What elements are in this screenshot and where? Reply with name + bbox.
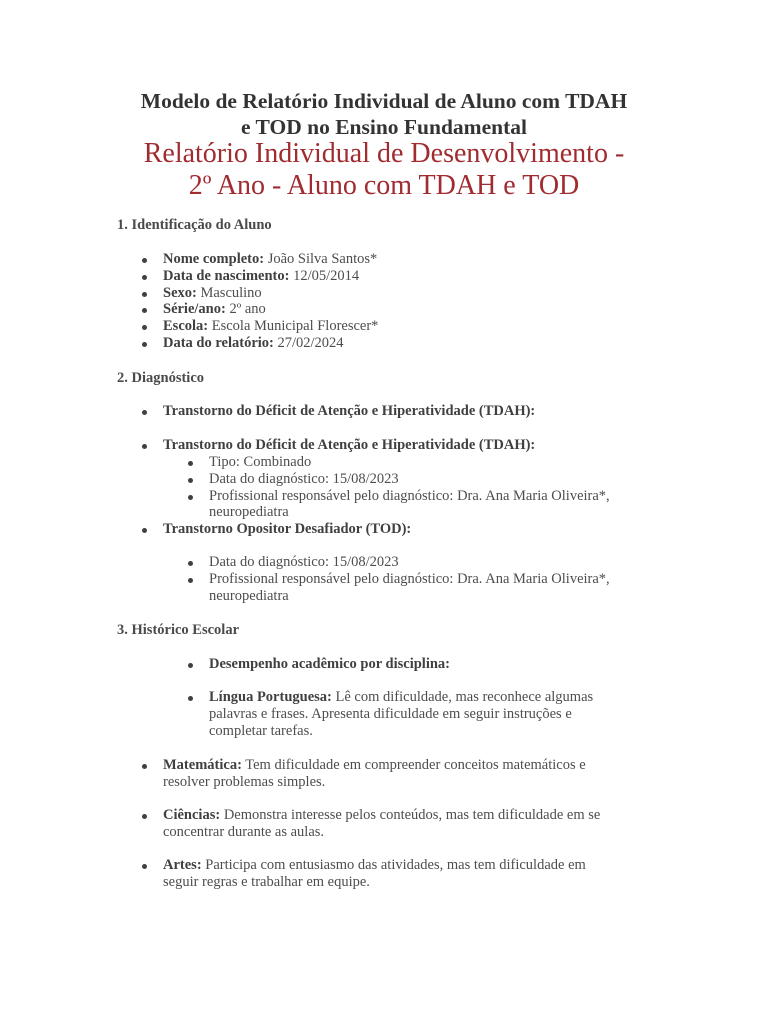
field-value: 2º ano: [225, 301, 266, 318]
subject-ciencias: [163, 807, 638, 841]
subject-text: Lê com dificuldade, mas reconhece algumas palavras e frases. Apresenta dificuldade em seguir instruções e completar tarefas.: [209, 689, 594, 739]
subject-matematica: [163, 757, 623, 791]
subsection-label: Desempenho acadêmico por disciplina:: [209, 656, 450, 672]
diagnosis-label: Transtorno Opositor Desafiador (TOD):: [163, 521, 412, 537]
subject-label: Matemática:: [163, 757, 242, 773]
student-identification-list: [163, 251, 663, 352]
diagnosis-item-1: [163, 403, 663, 420]
detail-text: Tipo: Combinado: [209, 454, 312, 470]
list-item: [209, 454, 659, 471]
field-value: 12/05/2014: [289, 267, 360, 284]
subject-text: Participa com entusiasmo das atividades, mas tem dificuldade em seguir regras e trabalhar em equipe.: [163, 857, 586, 890]
document-title: [100, 88, 668, 140]
field-value: Escola Municipal Florescer*: [208, 318, 379, 335]
list-item: [209, 689, 604, 739]
diagnosis-item-3-details: [209, 554, 659, 604]
list-item: [163, 268, 663, 285]
detail-text: Data do diagnóstico: 15/08/2023: [209, 554, 399, 570]
list-item: [209, 571, 649, 605]
field-label: Sexo:: [163, 284, 197, 301]
diagnosis-item-2: [163, 437, 663, 454]
diagnosis-label: Transtorno do Déficit de Atenção e Hiperatividade (TDAH):: [163, 437, 536, 453]
document-title-line-2: e TOD no Ensino Fundamental: [241, 115, 527, 139]
diagnosis-item-2-details: [209, 454, 659, 521]
subject-label: Ciências:: [163, 807, 221, 823]
report-subtitle-line-1: Relatório Individual de Desenvolvimento -: [143, 138, 625, 169]
list-item: [163, 403, 663, 420]
field-label: Série/ano:: [163, 301, 226, 318]
field-value: 27/02/2024: [273, 334, 344, 351]
report-subtitle-line-2: 2º Ano - Aluno com TDAH e TOD: [188, 170, 580, 201]
list-item: [209, 488, 649, 522]
list-item: [163, 251, 663, 268]
list-item: [163, 857, 623, 891]
list-item: [163, 318, 663, 335]
field-value: Masculino: [196, 284, 262, 301]
academic-performance-heading-item: [209, 656, 659, 673]
section-historico-heading: 3. Histórico Escolar: [117, 622, 240, 638]
subject-text: Demonstra interesse pelos conteúdos, mas tem dificuldade em se concentrar durante as aulas.: [163, 807, 601, 840]
section-identificacao-heading: 1. Identificação do Aluno: [117, 217, 272, 233]
subject-label: Artes:: [163, 857, 202, 873]
field-label: Data do relatório:: [163, 334, 274, 351]
subject-text: Tem dificuldade em compreender conceitos matemáticos e resolver problemas simples.: [163, 757, 586, 790]
list-item: [209, 656, 659, 673]
list-item: [163, 335, 663, 352]
detail-text: Profissional responsável pelo diagnóstico: Dra. Ana Maria Oliveira*, neuropediatra: [209, 487, 610, 521]
list-item: [163, 437, 663, 454]
subject-label: Língua Portuguesa:: [209, 689, 332, 705]
subject-portugues: [209, 689, 604, 739]
detail-text: Data do diagnóstico: 15/08/2023: [209, 470, 399, 487]
list-item: [209, 471, 659, 488]
field-label: Nome completo:: [163, 251, 265, 267]
list-item: [163, 807, 638, 841]
field-value: João Silva Santos*: [264, 251, 378, 267]
diagnosis-item-3: [163, 521, 663, 538]
list-item: [209, 554, 659, 571]
field-label: Data de nascimento:: [163, 267, 290, 284]
section-diagnostico-heading: 2. Diagnóstico: [117, 370, 204, 386]
diagnosis-label: Transtorno do Déficit de Atenção e Hiperatividade (TDAH):: [163, 403, 536, 419]
list-item: [163, 285, 663, 302]
subject-artes: [163, 857, 623, 891]
document-title-line-1: Modelo de Relatório Individual de Aluno com TDAH: [140, 89, 628, 113]
list-item: [163, 301, 663, 318]
detail-text: Profissional responsável pelo diagnóstico: Dra. Ana Maria Oliveira*, neuropediatra: [209, 570, 610, 604]
field-label: Escola:: [163, 318, 209, 335]
list-item: [163, 757, 623, 791]
report-subtitle: [80, 138, 688, 202]
list-item: [163, 521, 663, 538]
